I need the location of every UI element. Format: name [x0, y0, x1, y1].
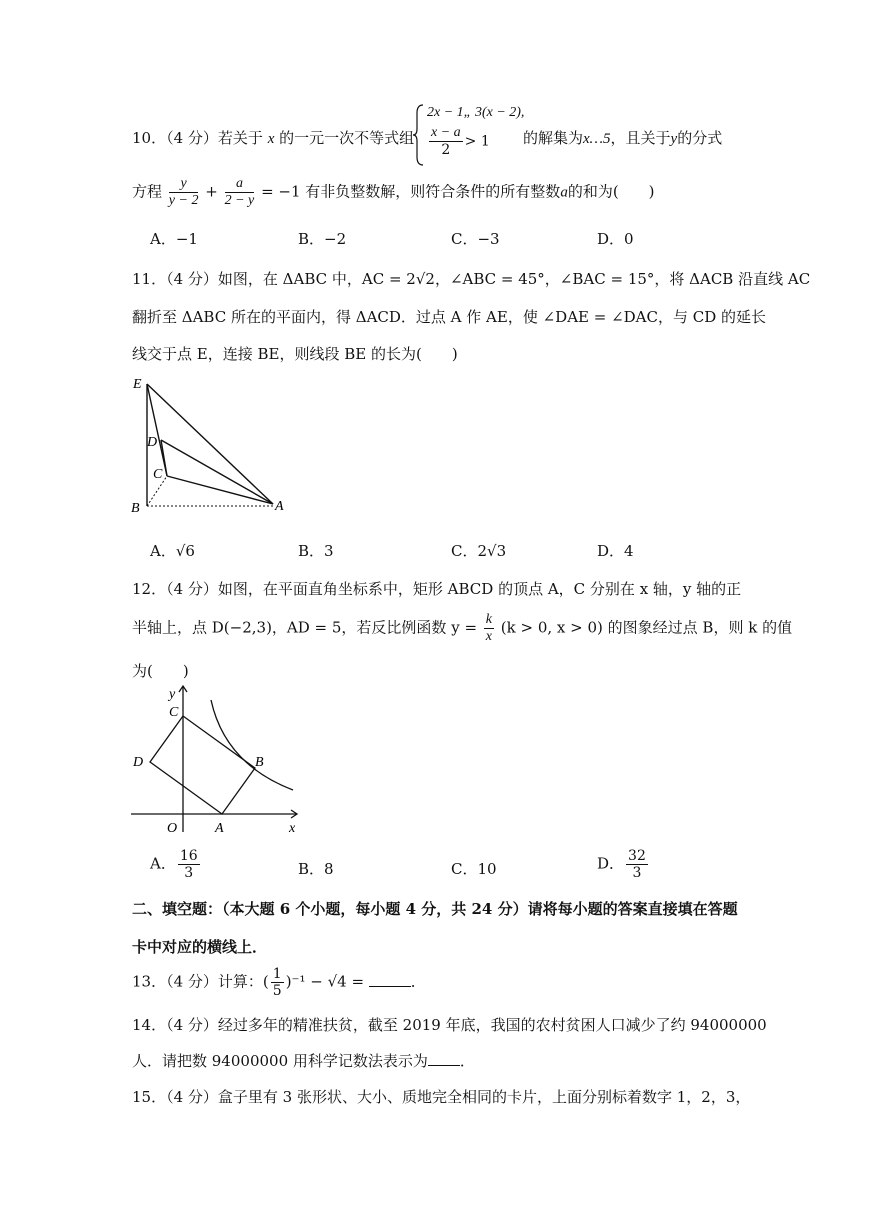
frac-den: 3	[632, 865, 642, 881]
frac-num: x − a	[431, 125, 461, 140]
label-D: D	[133, 755, 144, 770]
var-a: a	[560, 184, 568, 201]
q10-text: 10．（4 分）若关于	[132, 129, 263, 147]
q10-text: 有非负整数解，则符合条件的所有整数	[305, 182, 561, 201]
q13-text: ．	[410, 972, 426, 991]
q10-option-d[interactable]: D．0	[597, 230, 634, 248]
q10-option-a[interactable]: A．−1	[150, 230, 198, 248]
q13-text: )⁻¹ − √4 =	[285, 972, 365, 991]
q14-line2	[132, 1050, 475, 1071]
solution-set: x…5	[583, 131, 611, 147]
section2-heading-line1: 二、填空题：（本大题 6 个小题，每小题 4 分，共 24 分）请将每小题的答案直接填在答题	[132, 900, 738, 918]
var-x: x	[267, 131, 275, 147]
label-x: x	[289, 821, 296, 836]
frac-num: 32	[628, 848, 646, 864]
q13-line	[132, 966, 426, 999]
system-row2-rest: > 1	[464, 133, 490, 150]
plus-sign: +	[205, 182, 218, 201]
frac-den: 2	[441, 142, 451, 158]
q12-option-d[interactable]	[597, 848, 650, 881]
q12-option-b[interactable]: B．8	[298, 860, 334, 878]
q11-line2: 翻折至 ΔABC 所在的平面内，得 ΔACD．过点 A 作 AE，使 ∠DAE = ∠DAC，与 CD 的延长	[132, 308, 767, 326]
option-letter: D．	[597, 854, 625, 873]
system-row-2	[427, 125, 490, 158]
q13-text: 13．（4 分）计算：(	[132, 972, 269, 991]
q12-figure	[125, 680, 315, 840]
rectangle-ABCD	[150, 716, 255, 814]
system-row-1: 2x − 1„ 3(x − 2),	[427, 105, 525, 120]
q11-option-c[interactable]: C．2√3	[451, 542, 507, 560]
frac-den: 5	[272, 983, 282, 999]
section2-heading-line2: 卡中对应的横线上．	[132, 938, 268, 956]
q10-text: 方程	[132, 182, 163, 201]
label-D: D	[147, 435, 158, 450]
brace-icon	[413, 103, 425, 167]
line-CA	[167, 476, 273, 504]
q14-text: 人．请把数 94000000 用科学记数法表示为	[132, 1052, 428, 1070]
q10-line2	[132, 176, 655, 209]
q10-line1	[132, 127, 414, 148]
q10-text: 的解集为	[523, 129, 584, 147]
q12-line1: 12．（4 分）如图，在平面直角坐标系中，矩形 ABCD 的顶点 A，C 分别在 x 轴，y 轴的正	[132, 580, 742, 598]
var-y: y	[670, 131, 678, 147]
label-y: y	[169, 687, 176, 702]
q10-line1-post	[523, 127, 722, 148]
q14-text: ．	[459, 1052, 475, 1070]
line-EA	[147, 384, 273, 504]
q10-text: 的分式	[677, 129, 723, 147]
inequality-system	[413, 103, 523, 167]
q14-line1: 14．（4 分）经过多年的精准扶贫，截至 2019 年底，我国的农村贫困人口减少了约 94000000	[132, 1016, 767, 1034]
q12-option-a[interactable]	[150, 848, 202, 881]
frac-num: y	[169, 176, 199, 193]
q12-option-c[interactable]: C．10	[451, 860, 497, 878]
label-E: E	[133, 377, 142, 392]
q15-line1: 15．（4 分）盒子里有 3 张形状、大小、质地完全相同的卡片，上面分别标着数字 1，2，3，	[132, 1088, 751, 1106]
q11-line1: 11．（4 分）如图，在 ΔABC 中，AC = 2√2，∠ABC = 45°，∠BAC = 15°，将 ΔACB 沿直线 AC	[132, 270, 811, 288]
label-C: C	[169, 705, 179, 720]
label-O: O	[167, 821, 178, 836]
q10-text: 的一元一次不等式组	[279, 129, 415, 147]
answer-blank[interactable]	[428, 1064, 460, 1066]
q12-text: (k > 0, x > 0) 的图象经过点 B，则 k 的值	[500, 618, 793, 637]
option-letter: A．	[150, 854, 176, 873]
frac-den: y − 2	[168, 193, 199, 208]
frac-den: 2 − y	[224, 193, 255, 208]
q10-option-b[interactable]: B．−2	[298, 230, 347, 248]
q12-line2	[132, 612, 792, 645]
label-A: A	[215, 821, 224, 836]
frac-num: k	[485, 612, 493, 627]
q11-figure	[125, 370, 295, 520]
line-DA	[161, 440, 273, 504]
frac-den: x	[485, 629, 493, 644]
frac-den: 3	[184, 865, 194, 881]
label-B: B	[131, 501, 140, 516]
label-B: B	[255, 755, 264, 770]
q11-option-b[interactable]: B．3	[298, 542, 334, 560]
q10-text: ，且关于	[610, 129, 671, 147]
frac-num: 16	[179, 848, 198, 864]
q10-text: 的和为( )	[567, 182, 655, 201]
answer-blank[interactable]	[369, 985, 411, 987]
label-A: A	[275, 499, 284, 514]
q11-line3: 线交于点 E，连接 BE，则线段 BE 的长为( )	[132, 345, 458, 363]
q12-text: 半轴上，点 D(−2,3)，AD = 5，若反比例函数 y =	[132, 618, 478, 637]
q10-option-c[interactable]: C．−3	[451, 230, 500, 248]
q12-line3: 为( )	[132, 662, 189, 680]
equation-rest: = −1	[261, 182, 301, 201]
label-C: C	[153, 467, 163, 482]
frac-num: a	[225, 176, 255, 193]
q11-option-d[interactable]: D．4	[597, 542, 634, 560]
frac-num: 1	[272, 966, 282, 982]
q11-option-a[interactable]: A．√6	[150, 542, 195, 560]
